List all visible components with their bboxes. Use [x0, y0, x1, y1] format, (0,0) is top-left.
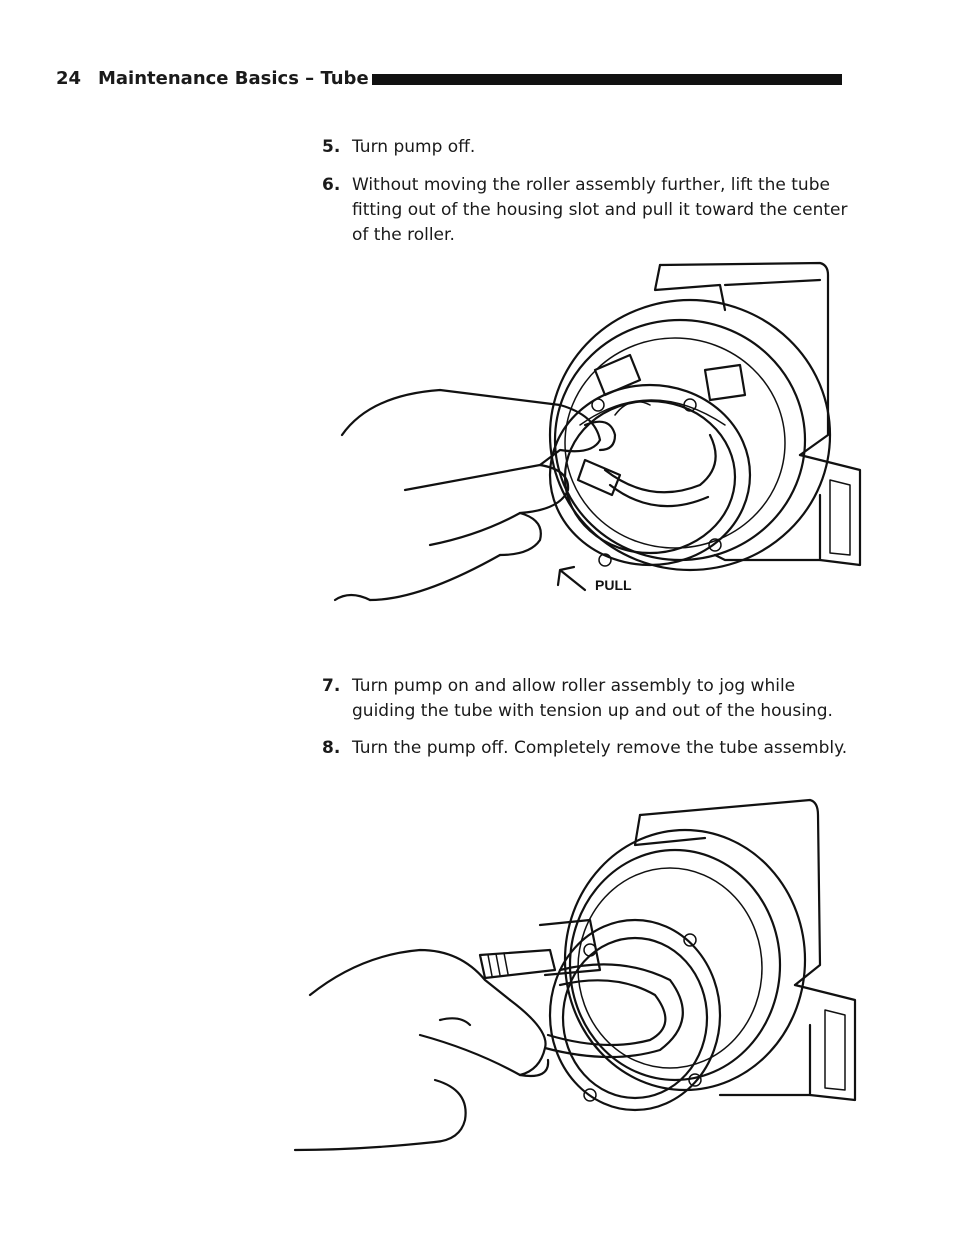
- header-rule: [372, 74, 842, 85]
- step-number: 7.: [322, 676, 341, 696]
- step-text: Without moving the roller assembly further, lift the tube fitting out of the housing slot and pull it toward the center of the roller.: [352, 175, 848, 245]
- step-6: [322, 173, 852, 248]
- step-text: Turn pump off.: [352, 137, 476, 157]
- step-7: [322, 674, 852, 724]
- step-text: Turn the pump off. Completely remove the tube assembly.: [352, 738, 848, 758]
- step-number: 5.: [322, 137, 341, 157]
- page-number: 24: [56, 68, 82, 89]
- step-text: Turn pump on and allow roller assembly to jog while guiding the tube with tension up and out of the housing.: [352, 676, 833, 721]
- figure-lift-tube-fitting: [330, 255, 870, 625]
- figure-remove-tube-assembly: [290, 790, 870, 1160]
- step-number: 6.: [322, 175, 341, 195]
- step-number: 8.: [322, 738, 341, 758]
- pull-label: PULL: [595, 577, 632, 593]
- section-title: Maintenance Basics – Tube: [98, 68, 369, 89]
- page-header: [56, 66, 856, 94]
- step-8: [322, 736, 852, 761]
- step-5: [322, 135, 852, 160]
